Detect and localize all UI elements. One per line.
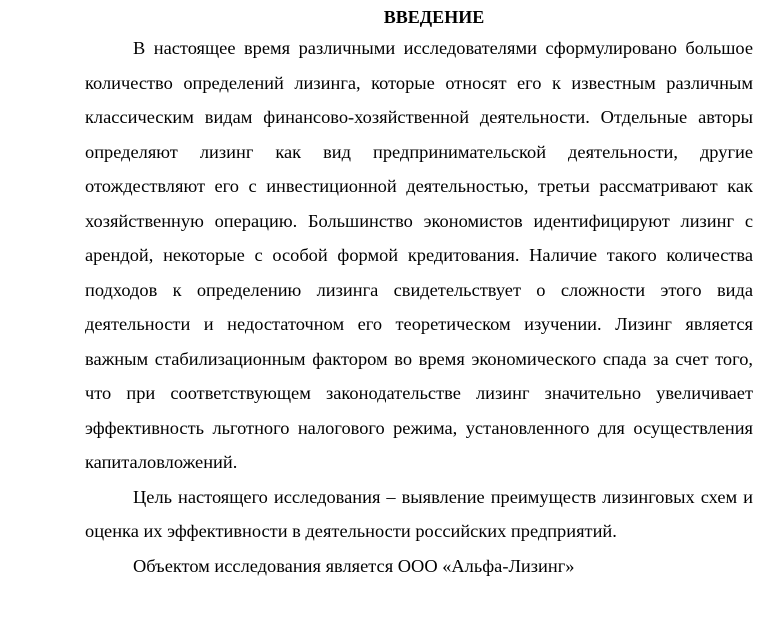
section-title: ВВЕДЕНИЕ: [383, 7, 485, 27]
paragraph-intro: В настоящее время различными исследователями сформулировано большое количество определений лизинга, которые относят его к известным различным классическим видам финансово-хозяйственной деятельности. Отдельные авторы определяют лизинг как вид предпринимательской деятельности, другие отождествляют его с инвестиционной деятельностью, третьи рассматривают как хозяйственную операцию. Большинство экономистов идентифицируют лизинг с арендой, некоторые с особой формой кредитования. Наличие такого количества подходов к определению лизинга свидетельствует о сложности этого вида деятельности и недостаточном его теоретическом изучении. Лизинг является важным стабилизационным фактором во время экономического спада за счет того, что при соответствующем законодательстве лизинг значительно увеличивает эффективность льготного налогового режима, установленного для осуществления капиталовложений.: [85, 38, 753, 472]
paragraph-goal: Цель настоящего исследования – выявление преимуществ лизинговых схем и оценка их эффективности в деятельности российских предприятий.: [85, 486, 753, 541]
paragraph-object: Объектом исследования является ООО «Альфа-Лизинг»: [133, 555, 575, 576]
